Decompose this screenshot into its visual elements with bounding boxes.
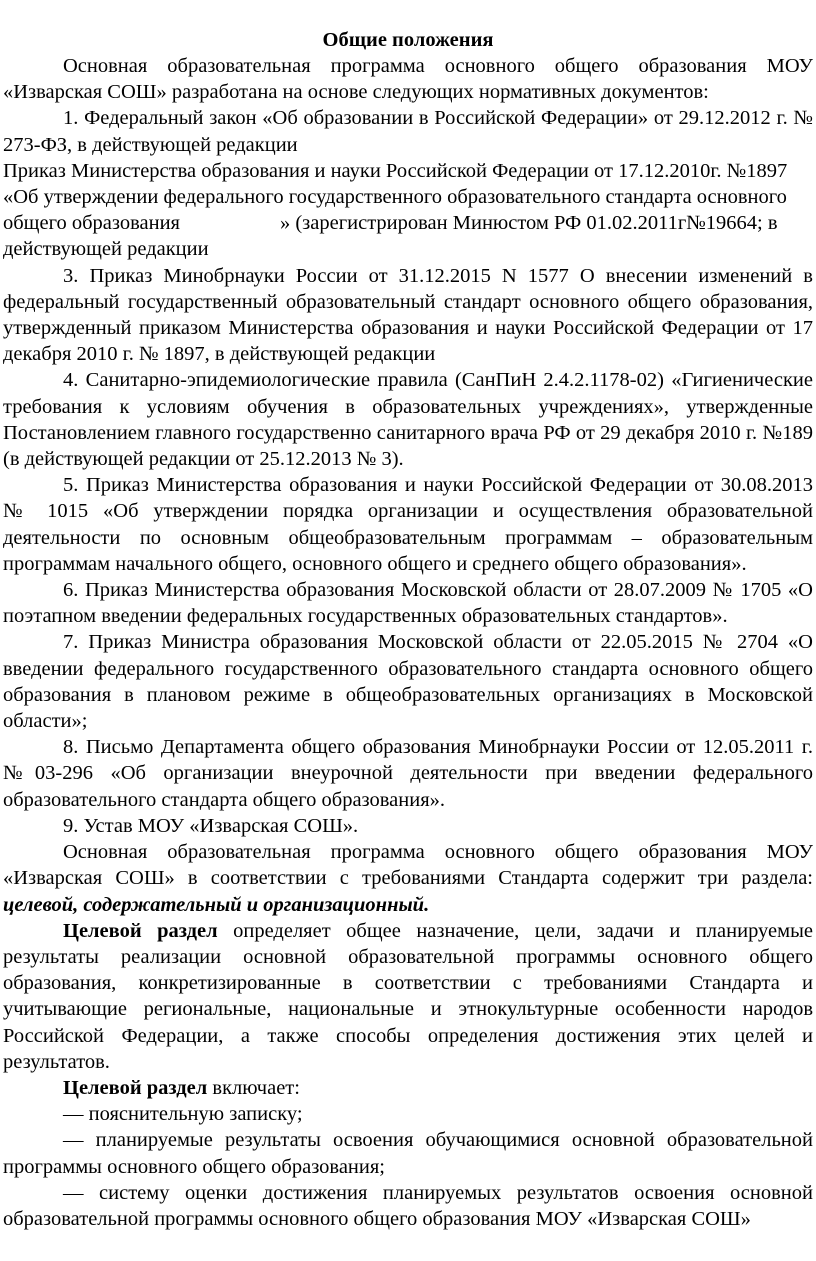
- doc-item-2-text: Приказ Министерства образования и науки Российской Федерации от 17.12.2010г. №1897 «Об утверждении федерального государственного образовательного стандарта основного общего образования: [3, 159, 788, 235]
- target-section-paragraph: [3, 918, 813, 1075]
- target-section-text: определяет общее назначение, цели, задачи и планируемые результаты реализации основной образовательной программы основного общего образования, конкретизированные в соответствии с требованиями Стандарта и учитывающие региональные, национальные и этнокультурные особенности народов Российской Федерации, а также способы определения достижения этих целей и результатов.: [3, 919, 813, 1073]
- includes-paragraph: [3, 1075, 813, 1101]
- target-section-term: Целевой раздел: [63, 919, 218, 942]
- list-item: — пояснительную записку;: [63, 1103, 303, 1126]
- sections-intro: Основная образовательная программа основного общего образования МОУ «Изварская СОШ» в соответствии с требованиями Стандарта содержит три раздела:: [3, 841, 813, 890]
- page-title: Общие положения: [322, 29, 494, 51]
- doc-item-5: 5. Приказ Министерства образования и науки Российской Федерации от 30.08.2013 № 1015 «Об утверждении порядка организации и осуществления образовательной деятельности по основным общеобразовательным программам – образовательным программам начального общего, основного общего и среднего общего образования».: [3, 474, 813, 575]
- intro-paragraph: Основная образовательная программа основного общего образования МОУ «Изварская СОШ» разработана на основе следующих нормативных документов:: [3, 55, 813, 104]
- doc-item-3: 3. Приказ Минобрнауки России от 31.12.2015 N 1577 О внесении изменений в федеральный государственный образовательный стандарт основного общего образования, утвержденный приказом Министерства образования и науки Российской Федерации от 17 декабря 2010 г. № 1897, в действующей редакции: [3, 264, 813, 366]
- includes-term: Целевой раздел: [63, 1076, 208, 1099]
- sections-paragraph: [3, 839, 813, 918]
- doc-item-1: 1. Федеральный закон «Об образовании в Российской Федерации» от 29.12.2012 г. № 273-ФЗ, в действующей редакции: [3, 107, 813, 156]
- doc-item-6: 6. Приказ Министерства образования Московской области от 28.07.2009 № 1705 «О поэтапном введении федеральных государственных образовательных стандартов».: [3, 579, 813, 628]
- list-item: — планируемые результаты освоения обучающимися основной образовательной программы основного общего образования;: [3, 1129, 813, 1178]
- doc-item-8: 8. Письмо Департамента общего образования Минобрнауки России от 12.05.2011 г. №03-296 «Об организации внеурочной деятельности при введении федерального образовательного стандарта общего образования».: [3, 736, 813, 811]
- list-item: — систему оценки достижения планируемых результатов освоения основной образовательной программы основного общего образования МОУ «Изварская СОШ»: [3, 1181, 813, 1230]
- sections-list: целевой, содержательный и организационный.: [3, 893, 430, 916]
- doc-item-2: [3, 158, 813, 263]
- doc-item-7: 7. Приказ Министра образования Московской области от 22.05.2015 № 2704 «О введении федерального государственного образовательного стандарта основного общего образования в плановом режиме в общеобразовательных организациях в Московской области»;: [3, 631, 813, 733]
- doc-item-4: 4. Санитарно-эпидемиологические правила (СанПиН 2.4.2.1178-02) «Гигиенические требования к условиям обучения в образовательных учреждениях», утвержденные Постановлением главного государственно санитарного врача РФ от 29 декабря 2010 г. №189 (в действующей редакции от 25.12.2013 № 3).: [3, 369, 813, 471]
- doc-item-2-cont: » (зарегистрирован Минюстом РФ 01.02.2011г№19664; в действующей редакции: [3, 212, 778, 261]
- doc-item-9: 9. Устав МОУ «Изварская СОШ».: [63, 814, 359, 837]
- includes-text: включает:: [212, 1076, 300, 1099]
- document-body: [3, 53, 813, 1232]
